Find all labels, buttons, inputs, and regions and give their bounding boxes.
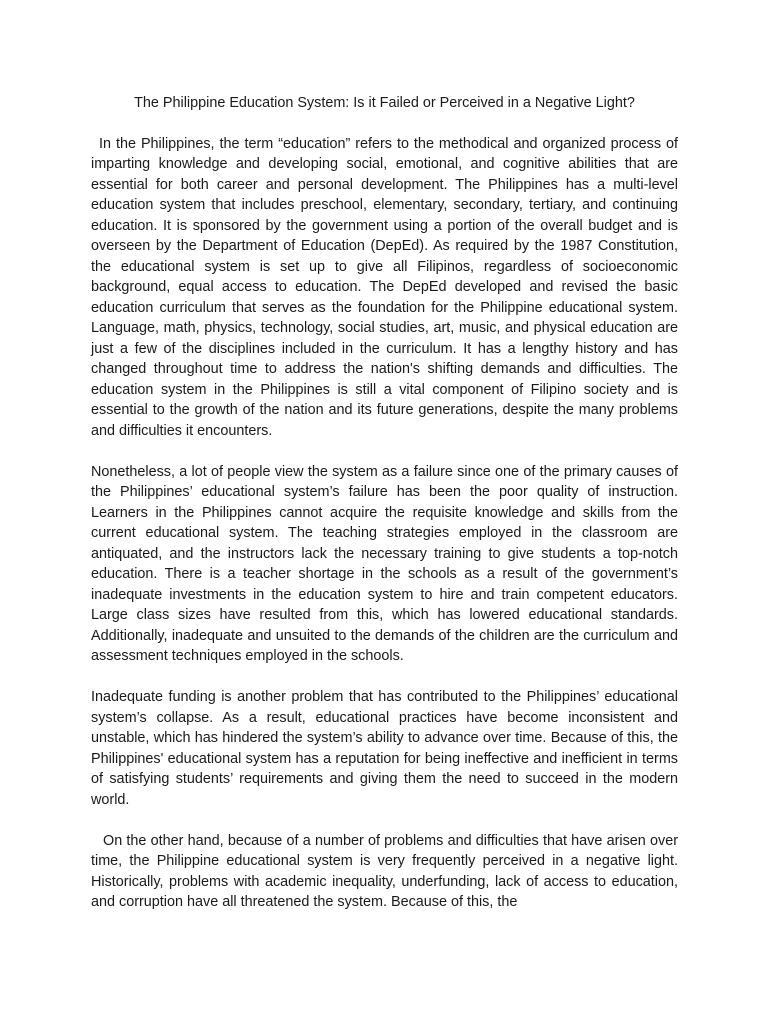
document-page xyxy=(91,93,678,933)
paragraph-2: Nonetheless, a lot of people view the system as a failure since one of the primary causes of the Philippines’ educational system’s failure has been the poor quality of instruction. Learners in the Philippines cannot acquire the requisite knowledge and skills from the current educational system. The teaching strategies employed in the classroom are antiquated, and the instructors lack the necessary training to give students a top-notch education. There is a teacher shortage in the schools as a result of the government’s inadequate investments in the education system to hire and train competent educators. Large class sizes have resulted from this, which has lowered educational standards. Additionally, inadequate and unsuited to the demands of the children are the curriculum and assessment techniques employed in the schools. xyxy=(91,463,678,664)
paragraph-3: Inadequate funding is another problem that has contributed to the Philippines’ educational system’s collapse. As a result, educational practices have become inconsistent and unstable, which has hindered the system’s ability to advance over time. Because of this, the Philippines' educational system has a reputation for being ineffective and inefficient in terms of satisfying students’ requirements and giving them the need to succeed in the modern world. xyxy=(91,689,678,808)
paragraph-1: In the Philippines, the term “education” refers to the methodical and organized process of imparting knowledge and developing social, emotional, and cognitive abilities that are essential for both career and personal development. The Philippines has a multi-level education system that includes preschool, elementary, secondary, tertiary, and continuing education. It is sponsored by the government using a portion of the overall budget and is overseen by the Department of Education (DepEd). As required by the 1987 Constitution, the educational system is set up to give all Filipinos, regardless of socioeconomic background, equal access to education. The DepEd developed and revised the basic education curriculum that serves as the foundation for the Philippine educational system. Language, math, physics, technology, social studies, art, music, and physical education are just a few of the disciplines included in the curriculum. It has a lengthy history and has changed throughout time to address the nation's shifting demands and difficulties. The education system in the Philippines is still a vital component of Filipino society and is essential to the growth of the nation and its future generations, despite the many problems and difficulties it encounters. xyxy=(91,135,678,439)
paragraph-4: On the other hand, because of a number of problems and difficulties that have arisen over time, the Philippine educational system is very frequently perceived in a negative light. Historically, problems with academic inequality, underfunding, lack of access to education, and corruption have all threatened the system. Because of this, the xyxy=(91,832,678,910)
document-title: The Philippine Education System: Is it Failed or Perceived in a Negative Light? xyxy=(134,95,635,111)
